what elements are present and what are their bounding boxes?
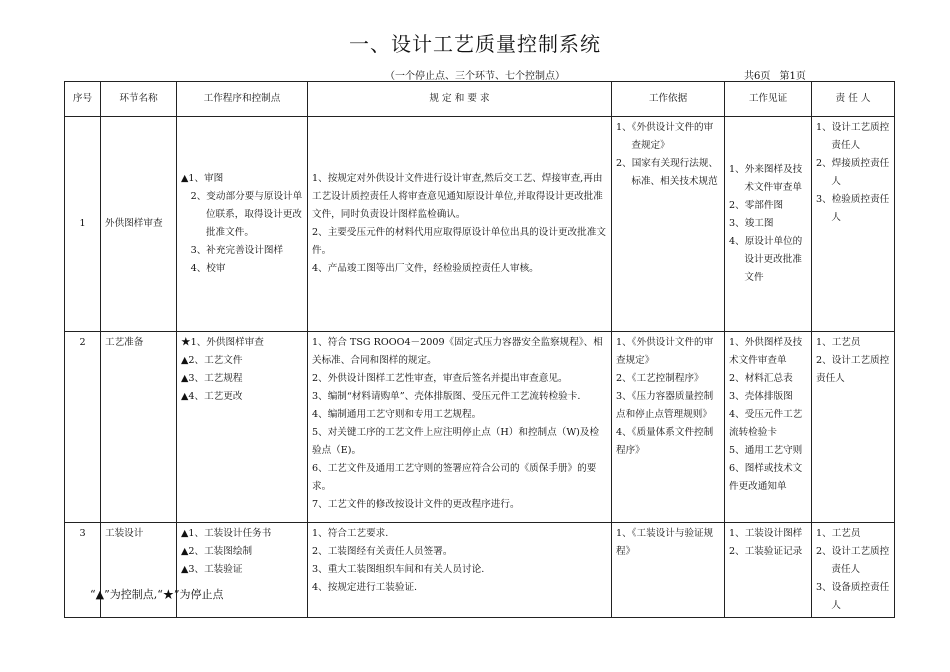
table-row	[65, 117, 895, 332]
requirement-item: 1、符合工艺要求.	[312, 528, 389, 539]
responsible-cell	[812, 523, 895, 618]
requirements-cell	[308, 332, 612, 523]
requirement-item: 2、外供设计图样工艺性审查，审查后签名并提出审查意见。	[312, 373, 568, 384]
basis-item: 2、国家有关现行法规、标准、相关技术规范	[616, 158, 719, 187]
requirements-cell	[308, 117, 612, 332]
procedure-item: ★1、外供图样审查	[181, 337, 264, 348]
header-procedure: 工作程序和控制点	[177, 82, 308, 117]
evidence-item: 2、工装验证记录	[729, 546, 803, 557]
page-subtitle: （一个停止点、三个环节、七个控制点）	[385, 71, 565, 82]
quality-control-table	[64, 81, 895, 618]
evidence-cell	[725, 523, 812, 618]
evidence-item: 6、图样或技术文件更改通知单	[729, 463, 803, 492]
row-number: 1	[65, 117, 101, 332]
requirement-item: 5、对关键工序的工艺文件上应注明停止点（H）和控制点（W)及检验点（E)。	[312, 427, 600, 456]
responsible-item: 3、设备质控责任人	[816, 582, 890, 611]
row-number: 2	[65, 332, 101, 523]
procedure-item: 4、校审	[190, 263, 226, 274]
responsible-item: 1、工艺员	[816, 337, 861, 348]
stage-name: 外供图样审查	[101, 117, 177, 332]
responsible-cell	[812, 332, 895, 523]
responsible-item: 1、工艺员	[816, 528, 861, 539]
requirement-item: 1、符合 TSG ROOO4－2009《固定式压力容器安全监察规程》、相关标准、合同和图样的规定。	[312, 337, 603, 366]
requirement-item: 4、编制通用工艺守则和专用工艺规程。	[312, 409, 482, 420]
evidence-item: 1、工装设计图样	[729, 528, 803, 539]
page-info: 共6页 第1页	[744, 71, 806, 82]
procedure-item: 3、补充完善设计图样	[190, 245, 284, 256]
table-row	[65, 332, 895, 523]
requirement-item: 6、工艺文件及通用工艺守则的签署应符合公司的《质保手册》的要求。	[312, 463, 597, 492]
procedure-item: ▲1、工装设计任务书	[181, 528, 272, 539]
basis-item: 3、《压力容器质量控制点和停止点管理规则》	[616, 391, 714, 420]
row-number: 3	[65, 523, 101, 618]
basis-item: 1、《工装设计与验证规程》	[616, 528, 714, 557]
requirement-item: 1、按规定对外供设计文件进行设计审查,然后交工艺、焊接审查,再由工艺设计质控责任人将审查意见通知原设计单位,并取得设计更改批准文件，同时负责设计图样监检确认。	[312, 173, 603, 220]
requirement-item: 3、编制“材料请购单”、壳体排版图、受压元件工艺流转检验卡.	[312, 391, 581, 402]
procedure-item: ▲3、工装验证	[181, 564, 243, 575]
basis-item: 1、《外供设计文件的审查规定》	[616, 122, 714, 151]
procedure-item: ▲4、工艺更改	[181, 391, 243, 402]
page-title: 一、设计工艺质量控制系统	[349, 32, 601, 56]
evidence-item: 2、材料汇总表	[729, 373, 793, 384]
responsible-item: 2、设计工艺质控责任人	[816, 546, 890, 575]
basis-item: 2、《工艺控制程序》	[616, 373, 704, 384]
legend-footnote: “▲”为控制点,“★”为停止点	[90, 588, 224, 601]
requirement-item: 2、工装图经有关责任人员签署。	[312, 546, 453, 557]
responsible-item: 2、焊接质控责任人	[816, 158, 890, 187]
basis-item: 1、《外供设计文件的审查规定》	[616, 337, 714, 366]
procedure-item: 2、变动部分要与原设计单位联系，取得设计更改批准文件。	[190, 191, 303, 238]
header-basis: 工作依据	[612, 82, 725, 117]
table-header-row	[65, 82, 895, 117]
procedure-cell	[177, 523, 308, 618]
procedure-item: ▲1、审图	[181, 173, 224, 184]
header-seq: 序号	[65, 82, 101, 117]
evidence-cell	[725, 332, 812, 523]
responsible-item: 2、设计工艺质控责任人	[816, 355, 890, 384]
header-responsible: 责 任 人	[812, 82, 895, 117]
evidence-item: 4、原设计单位的设计更改批准文件	[729, 236, 803, 283]
responsible-item: 1、设计工艺质控责任人	[816, 122, 890, 151]
evidence-item: 2、零部件图	[729, 200, 784, 211]
procedure-item: ▲2、工装图绘制	[181, 546, 253, 557]
procedure-item: ▲2、工艺文件	[181, 355, 243, 366]
evidence-item: 1、外供图样及技术文件审查单	[729, 337, 803, 366]
evidence-item: 5、通用工艺守则	[729, 445, 803, 456]
requirement-item: 4、产品竣工图等出厂文件，经检验质控责任人审核。	[312, 263, 539, 274]
header-requirements: 规 定 和 要 求	[308, 82, 612, 117]
header-evidence: 工作见证	[725, 82, 812, 117]
responsible-cell	[812, 117, 895, 332]
responsible-item: 3、检验质控责任人	[816, 194, 890, 223]
evidence-item: 3、壳体排版图	[729, 391, 793, 402]
evidence-item: 1、外来图样及技术文件审查单	[729, 164, 803, 193]
basis-cell	[612, 523, 725, 618]
requirement-item: 7、工艺文件的修改按设计文件的更改程序进行。	[312, 499, 520, 510]
evidence-item: 3、竣工图	[729, 218, 774, 229]
requirement-item: 4、按规定进行工装验证.	[312, 582, 418, 593]
requirement-item: 2、主要受压元件的材料代用应取得原设计单位出具的设计更改批准文件。	[312, 227, 606, 256]
header-stage-name: 环节名称	[101, 82, 177, 117]
stage-name: 工装设计	[101, 523, 177, 618]
basis-cell	[612, 332, 725, 523]
requirement-item: 3、重大工装图组织车间和有关人员讨论.	[312, 564, 485, 575]
procedure-cell	[177, 332, 308, 523]
procedure-cell	[177, 117, 308, 332]
basis-item: 4、《质量体系文件控制程序》	[616, 427, 714, 456]
evidence-item: 4、受压元件工艺流转检验卡	[729, 409, 803, 438]
procedure-item: ▲3、工艺规程	[181, 373, 243, 384]
stage-name: 工艺准备	[101, 332, 177, 523]
basis-cell	[612, 117, 725, 332]
table-row	[65, 523, 895, 618]
evidence-cell	[725, 117, 812, 332]
requirements-cell	[308, 523, 612, 618]
